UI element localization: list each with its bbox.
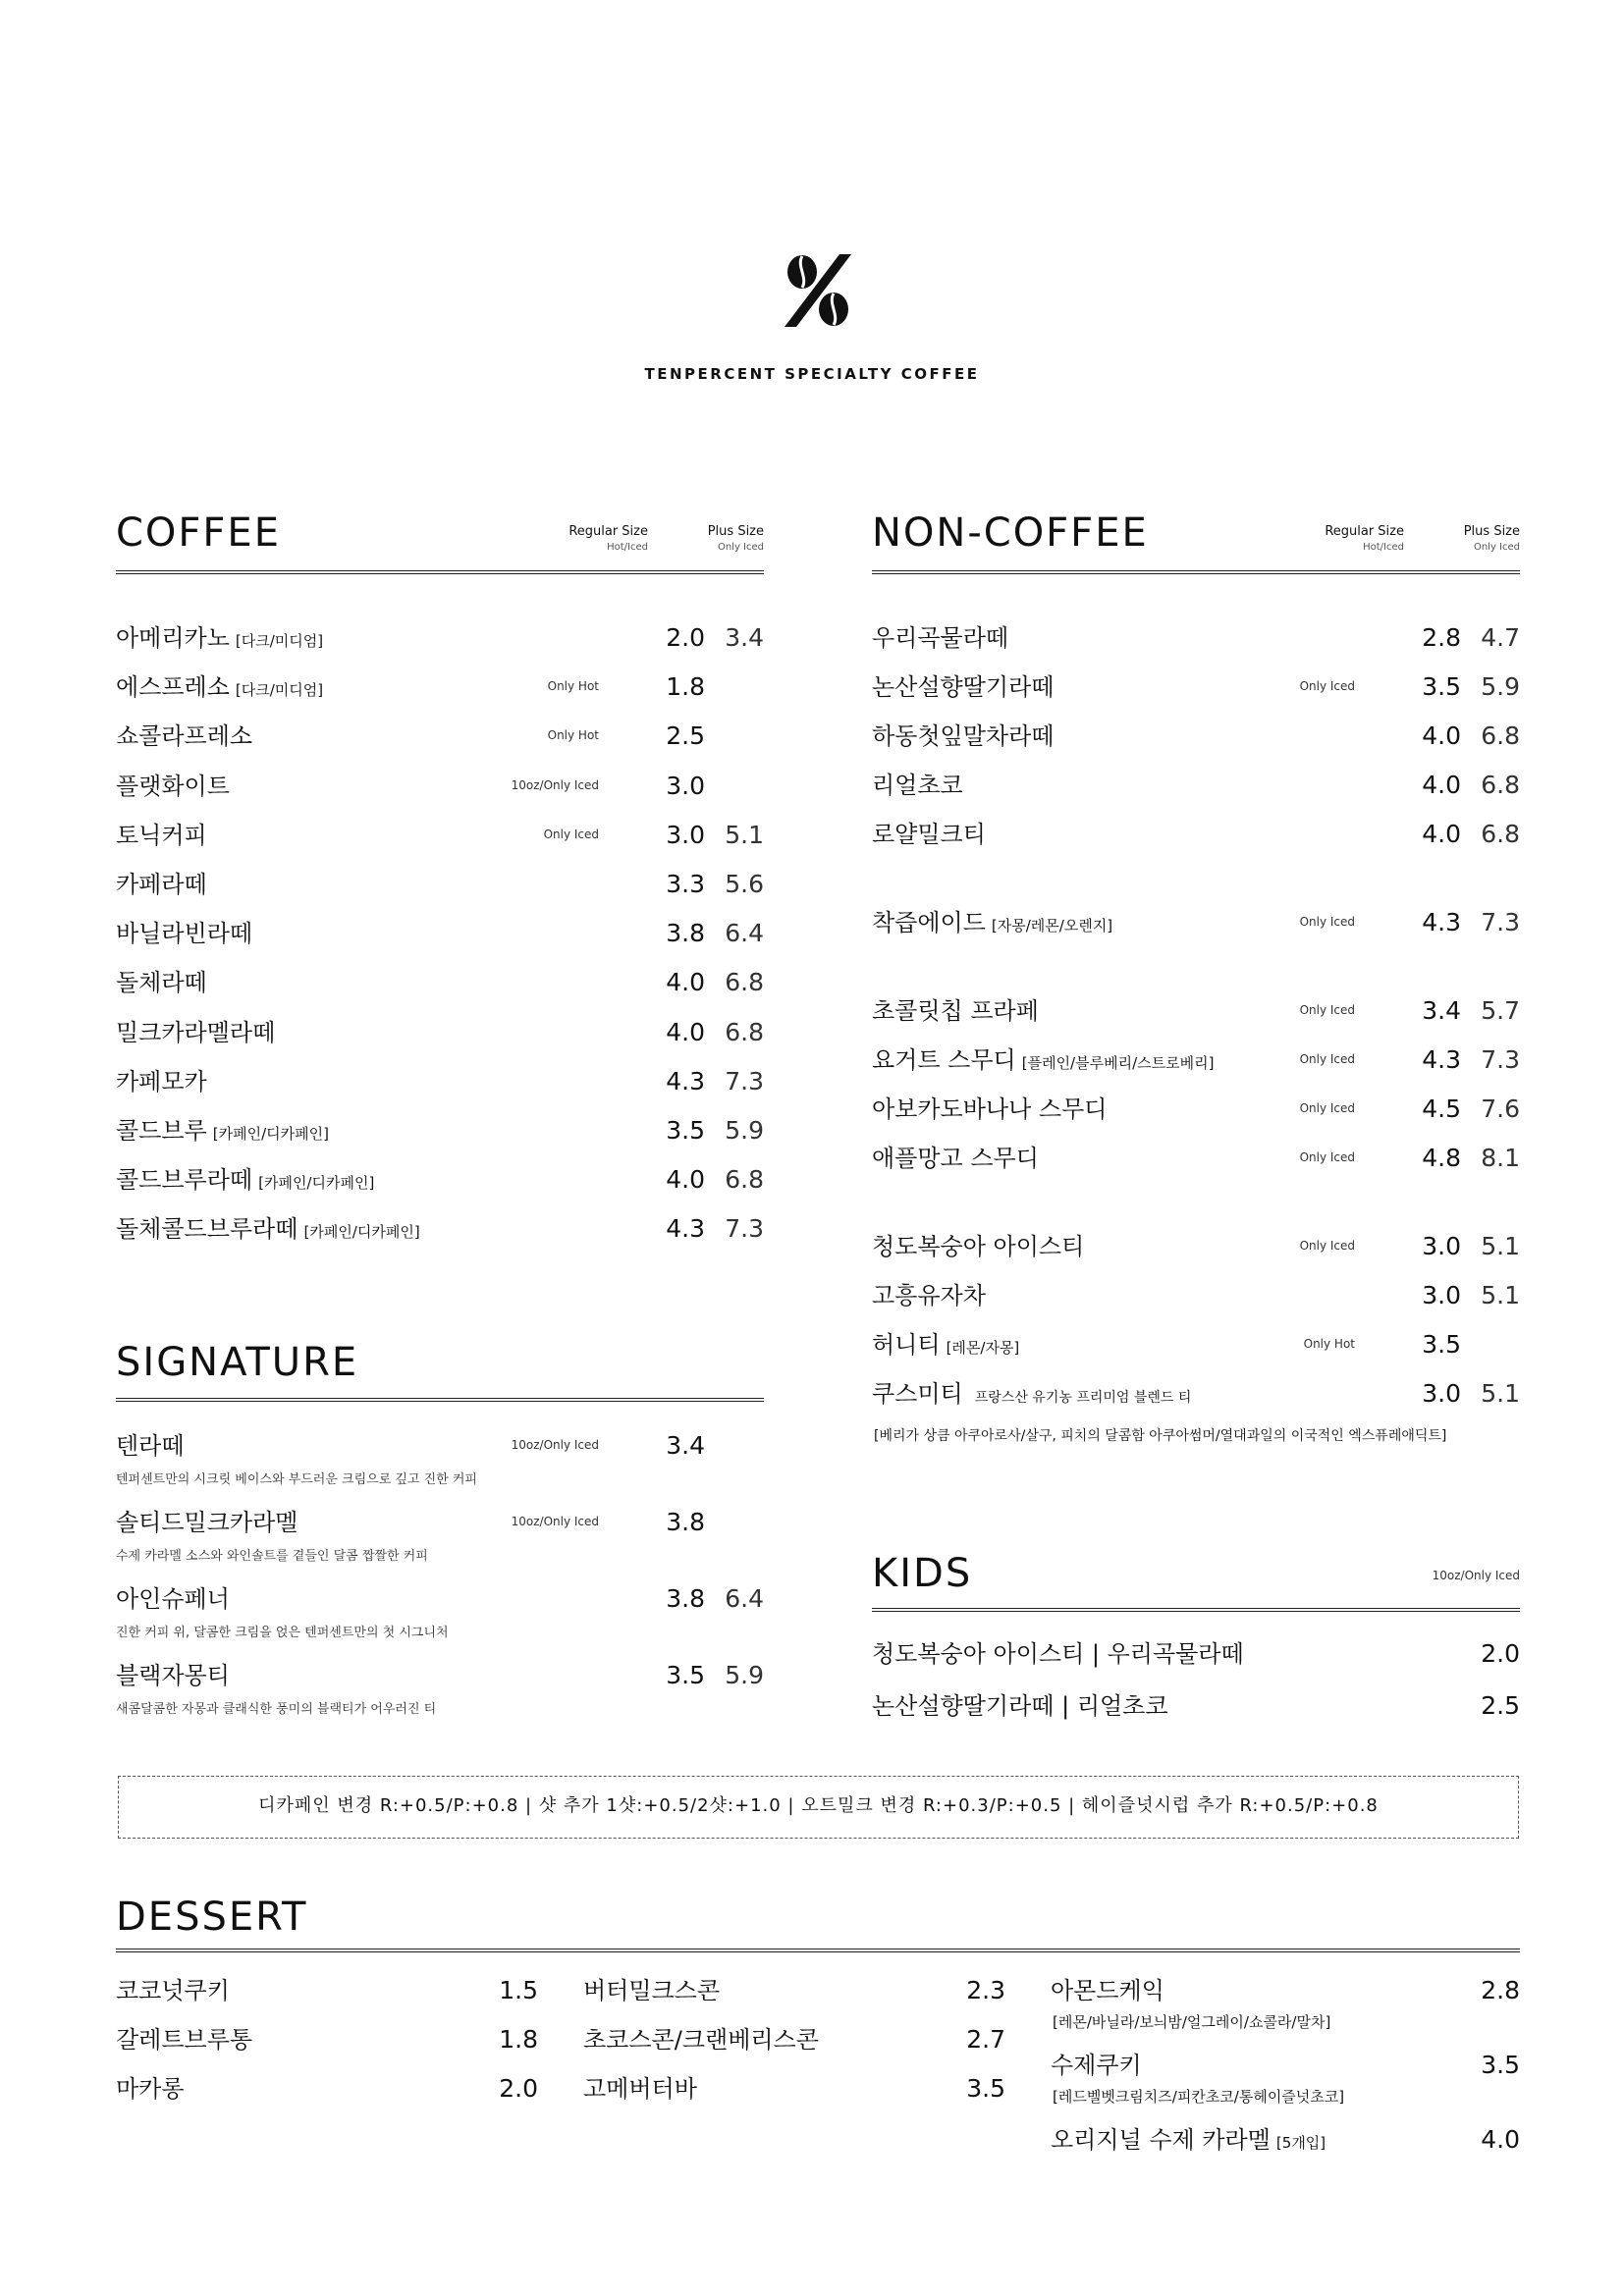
item-note: 10oz/Only Iced [511, 777, 599, 792]
item-name [872, 1085, 1107, 1134]
plus-price: 6.8 [725, 1165, 764, 1195]
plus-price: 5.9 [725, 1661, 764, 1689]
item-name [116, 1008, 275, 1057]
regular-price: 1.8 [666, 672, 705, 702]
regular-price: 3.8 [666, 1584, 705, 1613]
plus-price: 5.1 [1481, 1281, 1520, 1309]
regular-price: 2.5 [666, 721, 705, 751]
plus-price: 7.3 [725, 1066, 764, 1095]
regular-price: 4.5 [1422, 1095, 1461, 1123]
non-coffee-rule [872, 570, 1520, 574]
regular-price: 4.3 [666, 1066, 705, 1095]
plus-price: 6.8 [1481, 771, 1520, 799]
item-option: [카페인/디카페인] [303, 1223, 420, 1242]
dessert-price: 1.5 [499, 1976, 538, 2004]
item-name [116, 614, 323, 666]
item-name-text: 카페모카 [116, 1067, 207, 1095]
plus-price: 7.3 [1481, 1045, 1520, 1074]
dessert-name [1051, 2115, 1326, 2167]
plus-price: 5.9 [1481, 672, 1520, 701]
regular-price: 3.3 [666, 870, 705, 898]
plus-price: 5.1 [1481, 1232, 1520, 1260]
dessert-flavors: [레드벨벳크림치즈/피칸초코/통헤이즐넛초코] [1053, 2088, 1345, 2106]
regular-price: 3.0 [1422, 1281, 1461, 1309]
item-name [872, 663, 1054, 712]
coffee-row [116, 762, 764, 811]
dessert-name: 고메버터바 [583, 2075, 697, 2103]
plus-price: 6.8 [725, 968, 764, 997]
regular-price: 3.5 [1422, 1330, 1461, 1359]
item-name [872, 1222, 1084, 1271]
item-note: Only Iced [1299, 1052, 1355, 1066]
coffee-row [116, 860, 764, 909]
item-name [872, 987, 1039, 1036]
item-name: 청도복숭아 아이스티 | 우리곡물라떼 [872, 1640, 1244, 1668]
item-name [872, 761, 963, 810]
dessert-name: 마카롱 [116, 2075, 185, 2103]
item-name [116, 762, 230, 811]
plus-price: 5.1 [725, 820, 764, 849]
item-name-text: 요거트 스무디 [872, 1046, 1016, 1074]
item-name-text: 콜드브루 [116, 1117, 207, 1145]
signature-rule [116, 1398, 764, 1402]
item-name-text: 카페라떼 [116, 871, 207, 898]
item-option: [카페인/디카페인] [258, 1174, 375, 1193]
dessert-row [116, 1966, 538, 2015]
dessert-name [1051, 1966, 1164, 2015]
item-name-text: 쇼콜라프레소 [116, 722, 253, 751]
regular-price: 3.5 [666, 1116, 705, 1145]
dessert-name-text: 아몬드케익 [1051, 1977, 1164, 2004]
item-option: [플레인/블루베리/스트로베리] [1021, 1054, 1215, 1072]
item-name-text: 블랙자몽티 [116, 1662, 230, 1689]
regular-price: 3.0 [1422, 1379, 1461, 1408]
item-name-text: 솔티드밀크카라멜 [116, 1509, 298, 1536]
non-coffee-row [872, 663, 1520, 712]
regular-price: 3.5 [666, 1661, 705, 1689]
dessert-name: 초코스콘/크랜베리스콘 [583, 2026, 819, 2054]
item-option: 프랑스산 유기농 프리미엄 블렌드 티 [974, 1390, 1192, 1406]
non-coffee-row [872, 898, 1520, 947]
item-option: [카페인/디카페인] [212, 1125, 329, 1143]
dessert-price: 2.3 [966, 1976, 1005, 2004]
item-note: Only Iced [1299, 1101, 1355, 1115]
item-name [116, 1204, 420, 1256]
item-name-text: 논산설향딸기라떼 [872, 673, 1055, 701]
plus-price: 8.1 [1481, 1144, 1520, 1172]
item-note: 10oz/Only Iced [511, 1515, 599, 1528]
plus-price: 4.7 [1481, 623, 1520, 652]
regular-price: 3.0 [666, 771, 705, 800]
dessert-row [1051, 2041, 1520, 2090]
item-name-text: 에스프레소 [116, 673, 230, 702]
item-name-text: 쿠스미티 [872, 1380, 963, 1408]
coffee-row [116, 1057, 764, 1106]
dessert-price: 1.8 [499, 2025, 538, 2054]
item-name [872, 1320, 1019, 1372]
kids-row [872, 1682, 1520, 1731]
signature-description: 텐퍼센트만의 시크릿 베이스와 부드러운 크림으로 깊고 진한 커피 [116, 1472, 477, 1487]
item-name [872, 1036, 1214, 1088]
item-note: Only Iced [543, 827, 599, 841]
signature-row [116, 1421, 764, 1470]
item-name-text: 아인슈페너 [116, 1585, 230, 1613]
regular-price: 3.8 [666, 1508, 705, 1536]
non-coffee-row [872, 614, 1520, 663]
plus-price: 7.3 [725, 1214, 764, 1244]
plus-price: 6.4 [725, 919, 764, 948]
item-name [116, 811, 207, 860]
kusmi-description: [베리가 상큼 아쿠아로사/살구, 피치의 달콤함 아쿠아썸머/열대과일의 이국적인 엑스퓨레애딕트] [874, 1428, 1447, 1444]
item-name [116, 909, 252, 958]
coffee-row [116, 1106, 764, 1155]
regular-price: 4.3 [1422, 908, 1461, 936]
plus-price: 6.8 [1481, 721, 1520, 750]
item-name-text: 밀크카라멜라떼 [116, 1018, 276, 1046]
item-option: [다크/미디엄] [235, 632, 324, 650]
item-name [116, 663, 323, 715]
regular-price: 4.0 [666, 1165, 705, 1195]
item-name-text: 돌체콜드브루라떼 [116, 1215, 298, 1244]
plus-price: 5.6 [725, 870, 764, 898]
dessert-price: 4.0 [1481, 2125, 1520, 2154]
item-note: Only Hot [547, 728, 599, 743]
signature-section-title: SIGNATURE [116, 1340, 359, 1385]
dessert-row [116, 2015, 538, 2064]
signature-row [116, 1575, 764, 1624]
item-name [872, 898, 1112, 950]
regular-price: 3.5 [1422, 672, 1461, 701]
item-note: 10oz/Only Iced [511, 1438, 599, 1452]
item-name [116, 1057, 207, 1106]
item-name: 논산설향딸기라떼 | 리얼초코 [872, 1692, 1168, 1720]
dessert-price: 2.8 [1481, 1976, 1520, 2004]
coffee-rule [116, 570, 764, 574]
dessert-name: 버터밀크스콘 [583, 1977, 721, 2004]
item-name-text: 콜드브루라떼 [116, 1166, 253, 1195]
plus-price: 6.8 [725, 1017, 764, 1046]
coffee-row [116, 909, 764, 958]
plus-price: 3.4 [725, 623, 764, 652]
item-name [872, 712, 1054, 761]
item-name [872, 1134, 1039, 1183]
non-coffee-section-title: NON-COFFEE [872, 510, 1149, 556]
coffee-row [116, 1204, 764, 1254]
item-name [872, 1271, 986, 1320]
non-coffee-row [872, 1271, 1520, 1320]
dessert-name [1051, 2041, 1142, 2090]
item-name [116, 1651, 230, 1700]
item-option: [레몬/자몽] [946, 1339, 1020, 1357]
coffee-section-title: COFFEE [116, 510, 281, 556]
item-name [116, 860, 207, 909]
kids-price: 2.5 [1481, 1691, 1520, 1720]
dessert-name: 갈레트브루통 [116, 2026, 253, 2054]
regular-size-header-2: Regular Size Hot/Iced [1325, 524, 1404, 553]
plus-price: 7.6 [1481, 1095, 1520, 1123]
item-name [872, 1369, 1191, 1422]
item-name-text: 초콜릿칩 프라페 [872, 997, 1039, 1025]
item-note: Only Hot [1303, 1337, 1355, 1351]
dessert-name-text: 오리지널 수제 카라멜 [1051, 2126, 1271, 2154]
non-coffee-row [872, 1036, 1520, 1085]
item-name-text: 고흥유자차 [872, 1282, 986, 1309]
coffee-row [116, 663, 764, 712]
percent-coffee-bean-logo-icon [783, 252, 853, 329]
brand-name: TENPERCENT SPECIALTY COFFEE [644, 365, 980, 383]
item-name [872, 614, 1008, 663]
dessert-row [1051, 1966, 1520, 2015]
kids-row [872, 1629, 1520, 1679]
item-option: [다크/미디엄] [235, 681, 324, 700]
dessert-row [583, 2064, 1005, 2113]
regular-price: 4.3 [1422, 1045, 1461, 1074]
dessert-name: 코코넛쿠키 [116, 1977, 230, 2004]
item-note: Only Iced [1299, 915, 1355, 929]
item-name [116, 1575, 230, 1624]
kids-rule [872, 1608, 1520, 1612]
plus-price: 5.9 [725, 1116, 764, 1145]
item-name [872, 810, 986, 859]
item-name-text: 아보카도바나나 스무디 [872, 1095, 1108, 1123]
item-name [116, 712, 252, 761]
dessert-row [583, 2015, 1005, 2064]
regular-price: 3.0 [1422, 1232, 1461, 1260]
dessert-row [583, 1966, 1005, 2015]
item-note: Only Hot [547, 679, 599, 694]
regular-price: 4.0 [666, 968, 705, 997]
dessert-name-text: 수제쿠키 [1051, 2052, 1142, 2079]
regular-price: 4.0 [1422, 820, 1461, 848]
dessert-price: 2.7 [966, 2025, 1005, 2054]
plus-price: 6.8 [1481, 820, 1520, 848]
item-name-text: 토닉커피 [116, 821, 207, 849]
item-name-text: 허니티 [872, 1331, 941, 1359]
item-name-text: 애플망고 스무디 [872, 1145, 1039, 1172]
regular-price: 4.0 [1422, 771, 1461, 799]
signature-description: 새콤달콤한 자몽과 클래식한 풍미의 블랙티가 어우러진 티 [116, 1702, 437, 1717]
coffee-row [116, 958, 764, 1007]
dessert-option: [5개입] [1275, 2134, 1326, 2152]
non-coffee-row [872, 761, 1520, 810]
item-note: Only Iced [1299, 1003, 1355, 1017]
coffee-row [116, 811, 764, 860]
non-coffee-row [872, 1369, 1520, 1418]
item-name-text: 우리곡물라떼 [872, 624, 1009, 652]
item-name [116, 1155, 374, 1207]
coffee-row [116, 1008, 764, 1057]
dessert-price: 3.5 [966, 2074, 1005, 2103]
item-note: Only Iced [1299, 1239, 1355, 1253]
coffee-row [116, 614, 764, 663]
item-name-text: 로얄밀크티 [872, 821, 986, 848]
item-name-text: 리얼초코 [872, 772, 963, 799]
item-name-text: 플랫화이트 [116, 772, 230, 800]
regular-price: 4.3 [666, 1214, 705, 1244]
item-name-text: 돌체라떼 [116, 969, 207, 997]
item-name [116, 958, 207, 1007]
dessert-rule [116, 1949, 1520, 1952]
plus-price: 5.1 [1481, 1379, 1520, 1408]
regular-price: 4.0 [1422, 721, 1461, 750]
item-note: Only Iced [1299, 1150, 1355, 1164]
non-coffee-row [872, 987, 1520, 1036]
item-name-text: 아메리카노 [116, 624, 230, 652]
regular-price: 4.8 [1422, 1144, 1461, 1172]
regular-price: 3.4 [666, 1431, 705, 1460]
regular-price: 2.0 [666, 623, 705, 652]
item-name-text: 하동첫잎말차라떼 [872, 722, 1055, 750]
plus-price: 6.4 [725, 1584, 764, 1613]
item-name-text: 바닐라빈라떼 [116, 920, 253, 948]
regular-price: 3.4 [1422, 996, 1461, 1025]
signature-row [116, 1651, 764, 1700]
kids-section-title: KIDS [872, 1551, 973, 1596]
plus-size-header-2: Plus Size Only Iced [1463, 524, 1520, 553]
item-name [116, 1106, 329, 1158]
item-name-text: 텐라떼 [116, 1432, 185, 1460]
dessert-price: 3.5 [1481, 2051, 1520, 2079]
signature-row [116, 1498, 764, 1547]
non-coffee-row [872, 712, 1520, 761]
regular-size-header: Regular Size Hot/Iced [568, 524, 648, 553]
coffee-row [116, 712, 764, 761]
dessert-row [1051, 2115, 1520, 2164]
dessert-flavors: [레몬/바닐라/보늬밤/얼그레이/쇼콜라/말차] [1053, 2013, 1331, 2031]
item-name-text: 청도복숭아 아이스티 [872, 1233, 1085, 1260]
regular-price: 3.0 [666, 820, 705, 849]
item-name [116, 1498, 298, 1547]
coffee-row [116, 1155, 764, 1204]
dessert-section-title: DESSERT [116, 1895, 308, 1940]
item-note: Only Iced [1299, 679, 1355, 693]
item-option: [자몽/레몬/오렌지] [991, 917, 1113, 934]
signature-description: 수제 카라멜 소스와 와인솔트를 곁들인 달콤 짭짤한 커피 [116, 1549, 428, 1564]
non-coffee-row [872, 1134, 1520, 1183]
non-coffee-row [872, 1222, 1520, 1271]
kids-price: 2.0 [1481, 1639, 1520, 1668]
plus-price: 7.3 [1481, 908, 1520, 936]
plus-price: 5.7 [1481, 996, 1520, 1025]
signature-description: 진한 커피 위, 달콤한 크림을 얹은 텐퍼센트만의 첫 시그니처 [116, 1626, 449, 1640]
non-coffee-row [872, 1320, 1520, 1369]
regular-price: 2.8 [1422, 623, 1461, 652]
item-name-text: 착즙에이드 [872, 909, 986, 936]
dessert-price: 2.0 [499, 2074, 538, 2103]
regular-price: 4.0 [666, 1017, 705, 1046]
kids-note: 10oz/Only Iced [1432, 1569, 1520, 1582]
non-coffee-row [872, 1085, 1520, 1134]
item-name [116, 1421, 185, 1470]
regular-price: 3.8 [666, 919, 705, 948]
options-bar: 디카페인 변경 R:+0.5/P:+0.8 | 샷 추가 1샷:+0.5/2샷:+1.0 | 오트밀크 변경 R:+0.3/P:+0.5 | 헤이즐넛시럽 추가 R:+0.5/P:+0.8 [118, 1776, 1519, 1839]
non-coffee-row [872, 810, 1520, 859]
dessert-row [116, 2064, 538, 2113]
plus-size-header: Plus Size Only Iced [707, 524, 764, 553]
